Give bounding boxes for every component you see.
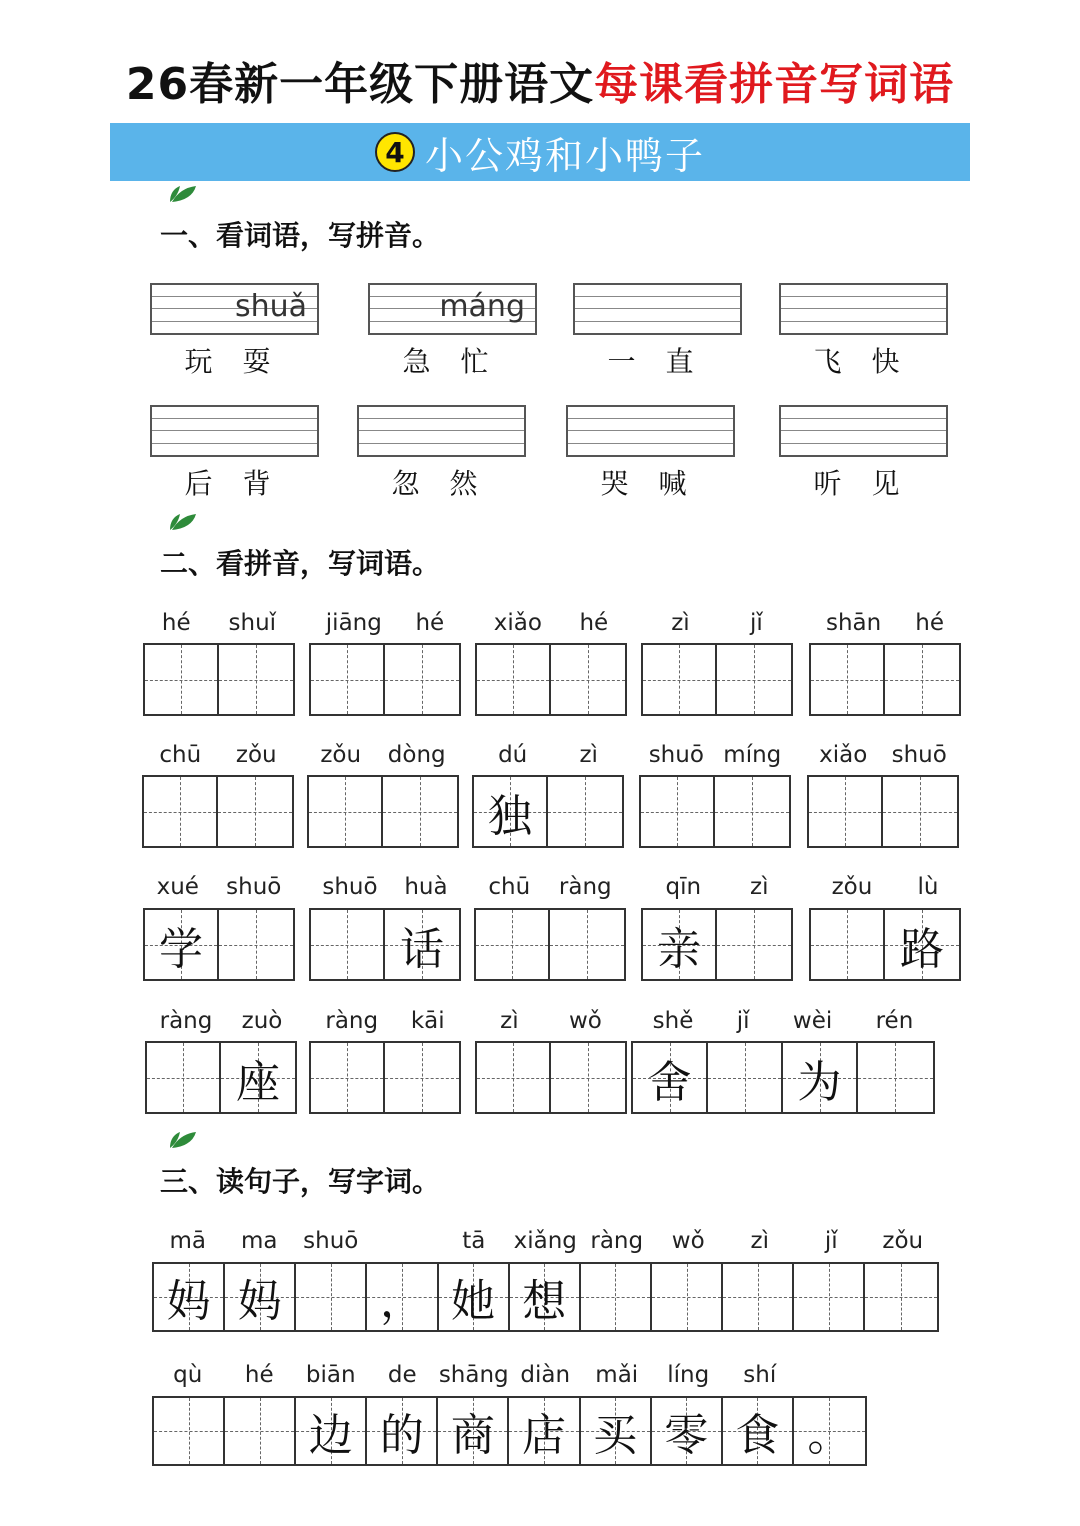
writing-cell[interactable] <box>715 777 789 846</box>
writing-cell[interactable] <box>723 1398 794 1464</box>
writing-cell[interactable] <box>221 1043 295 1112</box>
writing-cell[interactable] <box>225 1398 296 1464</box>
writing-cell[interactable] <box>296 1264 367 1330</box>
section-title-text: 二、看拼音，写词语。 <box>160 547 441 580</box>
pinyin-syllable: tā <box>462 1228 486 1254</box>
writing-cell[interactable] <box>581 1264 652 1330</box>
pinyin-syllable: zì <box>579 742 598 768</box>
writing-cell[interactable] <box>643 645 717 714</box>
pinyin-group <box>475 1008 627 1034</box>
pinyin-syllable: dú <box>498 742 528 768</box>
pinyin-syllable: wǒ <box>671 1228 705 1254</box>
leaf-icon <box>166 1128 200 1150</box>
pinyin-syllable: jiāng <box>325 610 382 636</box>
pinyin-syllable: mǎi <box>595 1362 639 1388</box>
tianzige-grid <box>145 1041 297 1114</box>
pinyin-syllable: wǒ <box>568 1008 602 1034</box>
writing-cell[interactable] <box>474 777 548 846</box>
writing-cell[interactable] <box>218 777 292 846</box>
tianzige-grid <box>641 643 793 716</box>
pinyin-syllable: diàn <box>520 1362 571 1388</box>
sentence-grid <box>152 1262 939 1332</box>
pinyin-syllable: zì <box>750 1228 769 1254</box>
writing-cell[interactable] <box>219 645 293 714</box>
pinyin-syllable: biān <box>305 1362 356 1388</box>
pinyin-group <box>807 742 959 768</box>
writing-cell[interactable] <box>581 1398 652 1464</box>
lesson-title: 小公鸡和小鸭子 <box>424 133 705 178</box>
cell-character: 边 <box>308 1410 353 1461</box>
writing-cell[interactable] <box>219 910 293 979</box>
section-title-s3 <box>160 1160 440 1200</box>
pinyin-syllable: ràng <box>590 1228 644 1254</box>
writing-cell[interactable] <box>548 777 622 846</box>
writing-cell[interactable] <box>865 1264 936 1330</box>
pinyin-syllable: dòng <box>387 742 446 768</box>
writing-cell[interactable] <box>883 777 957 846</box>
writing-cell[interactable] <box>309 777 383 846</box>
pinyin-syllable: shuǐ <box>228 610 277 636</box>
pinyin-group <box>309 1008 461 1034</box>
sentence-pinyin <box>152 1362 867 1388</box>
pinyin-syllable: zǒu <box>235 742 277 768</box>
writing-cell[interactable] <box>551 1043 625 1112</box>
pinyin-syllable: míng <box>723 742 782 768</box>
pinyin-writing-box[interactable] <box>779 283 948 335</box>
tianzige-grid <box>475 643 627 716</box>
pinyin-syllable: hé <box>579 610 609 636</box>
title-part2: 每课看拼音写词语 <box>594 59 955 110</box>
pinyin-syllable: zì <box>750 874 769 900</box>
pinyin-syllable: xué <box>156 874 199 900</box>
tianzige-grid <box>639 775 791 848</box>
writing-cell[interactable] <box>641 777 715 846</box>
vocab-word: 急忙 <box>402 345 519 378</box>
pinyin-group <box>143 610 295 636</box>
pinyin-group <box>472 742 624 768</box>
pinyin-group <box>474 874 626 900</box>
pinyin-syllable: ma <box>241 1228 278 1254</box>
writing-cell[interactable] <box>145 910 219 979</box>
tianzige-grid <box>472 775 624 848</box>
writing-cell[interactable] <box>296 1398 367 1464</box>
pinyin-syllable: zuò <box>241 1008 283 1034</box>
pinyin-syllable <box>796 1362 868 1388</box>
cell-character: 舍 <box>647 1056 692 1108</box>
cell-character: 。 <box>807 1410 852 1461</box>
cell-character: 为 <box>797 1056 842 1108</box>
section-title-text: 三、读句子，写字词。 <box>160 1165 441 1198</box>
tianzige-grid <box>809 643 961 716</box>
writing-cell[interactable] <box>643 910 717 979</box>
pinyin-writing-box[interactable] <box>368 283 537 335</box>
writing-cell[interactable] <box>385 645 459 714</box>
tianzige-grid <box>631 1041 935 1114</box>
vocab-word: 听见 <box>813 467 930 500</box>
writing-cell[interactable] <box>147 1043 221 1112</box>
tianzige-grid <box>641 908 793 981</box>
cell-character: 商 <box>450 1410 495 1461</box>
cell-character: 妈 <box>237 1276 282 1327</box>
pinyin-syllable: de <box>387 1362 417 1388</box>
lesson-banner <box>110 123 970 181</box>
cell-character: 亲 <box>657 923 702 975</box>
writing-cell[interactable] <box>633 1043 708 1112</box>
writing-cell[interactable] <box>811 645 885 714</box>
writing-cell[interactable] <box>385 910 459 979</box>
pinyin-group <box>809 874 961 900</box>
pinyin-syllable: jǐ <box>750 610 763 636</box>
pinyin-syllable: qīn <box>665 874 702 900</box>
pinyin-syllable: hé <box>161 610 191 636</box>
leaf-icon <box>166 510 200 532</box>
pinyin-syllable: shuō <box>226 874 282 900</box>
tianzige-grid <box>474 908 626 981</box>
pinyin-syllable: zǒu <box>320 742 362 768</box>
pinyin-syllable: hé <box>244 1362 274 1388</box>
writing-cell[interactable] <box>385 1043 459 1112</box>
pinyin-writing-box[interactable] <box>779 405 948 457</box>
pinyin-syllable: shuō <box>322 874 378 900</box>
writing-cell[interactable] <box>858 1043 933 1112</box>
sentence-pinyin <box>152 1228 939 1254</box>
writing-cell[interactable] <box>144 777 218 846</box>
pinyin-group <box>142 742 294 768</box>
tianzige-grid <box>309 1041 461 1114</box>
writing-cell[interactable] <box>367 1398 438 1464</box>
writing-cell[interactable] <box>311 645 385 714</box>
pinyin-syllable <box>367 1228 439 1254</box>
writing-cell[interactable] <box>809 777 883 846</box>
writing-cell[interactable] <box>708 1043 783 1112</box>
tianzige-grid <box>807 775 959 848</box>
writing-cell[interactable] <box>477 645 551 714</box>
vocab-word: 后背 <box>184 467 301 500</box>
cell-character: 妈 <box>166 1276 211 1327</box>
writing-cell[interactable] <box>717 910 791 979</box>
pinyin-syllable: shě <box>652 1008 694 1034</box>
pinyin-group <box>475 610 627 636</box>
pinyin-syllable: qù <box>173 1362 203 1388</box>
pinyin-group <box>641 874 793 900</box>
writing-cell[interactable] <box>550 910 624 979</box>
vocab-word: 飞快 <box>813 345 930 378</box>
cell-character: 座 <box>236 1056 281 1108</box>
pinyin-writing-box[interactable] <box>573 283 742 335</box>
writing-cell[interactable] <box>794 1398 865 1464</box>
section-title-text: 一、看词语，写拼音。 <box>160 219 441 252</box>
section-title-s2 <box>160 542 440 582</box>
cell-character: 独 <box>488 790 533 842</box>
tianzige-grid <box>309 643 461 716</box>
vocab-word: 哭喊 <box>600 467 717 500</box>
pinyin-syllable: rén <box>875 1008 914 1034</box>
cell-character: 店 <box>522 1410 567 1461</box>
writing-cell[interactable] <box>783 1043 858 1112</box>
pinyin-group <box>809 610 961 636</box>
lesson-number-badge: 4 <box>375 132 415 172</box>
writing-cell[interactable] <box>477 1043 551 1112</box>
writing-cell[interactable] <box>311 910 385 979</box>
pinyin-writing-box[interactable] <box>566 405 735 457</box>
writing-cell[interactable] <box>885 645 959 714</box>
leaf-icon <box>166 182 200 204</box>
pinyin-syllable: shuō <box>648 742 704 768</box>
tianzige-grid <box>143 643 295 716</box>
writing-cell[interactable] <box>652 1398 723 1464</box>
pinyin-group <box>143 874 295 900</box>
pinyin-group <box>631 1008 935 1034</box>
pinyin-syllable: shí <box>743 1362 777 1388</box>
writing-cell[interactable] <box>225 1264 296 1330</box>
page-title <box>0 48 1080 112</box>
pinyin-syllable: kāi <box>410 1008 445 1034</box>
writing-cell[interactable] <box>811 910 885 979</box>
cell-character: 路 <box>900 923 945 975</box>
pinyin-syllable: zǒu <box>831 874 873 900</box>
pinyin-group <box>307 742 459 768</box>
pinyin-answer: shuǎ <box>234 289 307 324</box>
writing-cell[interactable] <box>723 1264 794 1330</box>
cell-character: 学 <box>159 923 204 975</box>
sentence-grid <box>152 1396 867 1466</box>
pinyin-syllable: shuō <box>891 742 947 768</box>
pinyin-group <box>309 610 461 636</box>
pinyin-group <box>641 610 793 636</box>
cell-character: 食 <box>735 1410 780 1461</box>
writing-cell[interactable] <box>510 1264 581 1330</box>
pinyin-group <box>309 874 461 900</box>
tianzige-grid <box>143 908 295 981</box>
writing-cell[interactable] <box>145 645 219 714</box>
pinyin-syllable: ràng <box>325 1008 379 1034</box>
pinyin-syllable: xiǎng <box>513 1228 577 1254</box>
cell-character: 零 <box>664 1410 709 1461</box>
tianzige-grid <box>809 908 961 981</box>
pinyin-syllable: líng <box>667 1362 710 1388</box>
cell-character: 想 <box>522 1276 567 1327</box>
writing-cell[interactable] <box>509 1398 580 1464</box>
section-title-s1 <box>160 214 440 254</box>
cell-character: 她 <box>451 1276 496 1327</box>
pinyin-syllable: zǒu <box>882 1228 924 1254</box>
writing-cell[interactable] <box>794 1264 865 1330</box>
tianzige-grid <box>309 908 461 981</box>
writing-cell[interactable] <box>439 1264 510 1330</box>
pinyin-syllable: xiǎo <box>819 742 868 768</box>
pinyin-syllable: lù <box>917 874 939 900</box>
pinyin-syllable: ràng <box>159 1008 213 1034</box>
writing-cell[interactable] <box>476 910 550 979</box>
pinyin-syllable: jǐ <box>824 1228 838 1254</box>
pinyin-syllable: hé <box>415 610 445 636</box>
vocab-word: 一直 <box>607 345 724 378</box>
title-part1: 26春新一年级下册语文 <box>125 59 595 110</box>
writing-cell[interactable] <box>154 1264 225 1330</box>
writing-cell[interactable] <box>438 1398 509 1464</box>
pinyin-writing-box[interactable] <box>150 405 319 457</box>
writing-cell[interactable] <box>367 1264 438 1330</box>
pinyin-syllable: xiǎo <box>493 610 542 636</box>
cell-character: 话 <box>400 923 445 975</box>
writing-cell[interactable] <box>311 1043 385 1112</box>
pinyin-syllable: chū <box>159 742 202 768</box>
pinyin-syllable: chū <box>488 874 531 900</box>
pinyin-syllable: zì <box>500 1008 519 1034</box>
cell-character: 的 <box>379 1410 424 1461</box>
vocab-word: 玩耍 <box>184 345 301 378</box>
tianzige-grid <box>307 775 459 848</box>
pinyin-syllable: hé <box>915 610 944 636</box>
writing-cell[interactable] <box>885 910 959 979</box>
pinyin-syllable: zì <box>671 610 690 636</box>
tianzige-grid <box>475 1041 627 1114</box>
pinyin-answer: máng <box>439 289 525 324</box>
tianzige-grid <box>142 775 294 848</box>
pinyin-syllable: wèi <box>792 1008 833 1034</box>
cell-character: 买 <box>593 1410 638 1461</box>
pinyin-syllable: shuō <box>303 1228 359 1254</box>
writing-cell[interactable] <box>717 645 791 714</box>
pinyin-syllable: shān <box>826 610 882 636</box>
writing-cell[interactable] <box>154 1398 225 1464</box>
writing-cell[interactable] <box>383 777 457 846</box>
pinyin-group <box>639 742 791 768</box>
writing-cell[interactable] <box>551 645 625 714</box>
pinyin-syllable: mā <box>169 1228 206 1254</box>
writing-cell[interactable] <box>652 1264 723 1330</box>
cell-character: ， <box>379 1276 424 1327</box>
pinyin-syllable: jǐ <box>736 1008 750 1034</box>
pinyin-syllable: huà <box>404 874 448 900</box>
pinyin-syllable: shāng <box>438 1362 509 1388</box>
vocab-word: 忽然 <box>391 467 508 500</box>
pinyin-group <box>145 1008 297 1034</box>
pinyin-writing-box[interactable] <box>150 283 319 335</box>
pinyin-syllable: ràng <box>558 874 612 900</box>
pinyin-writing-box[interactable] <box>357 405 526 457</box>
